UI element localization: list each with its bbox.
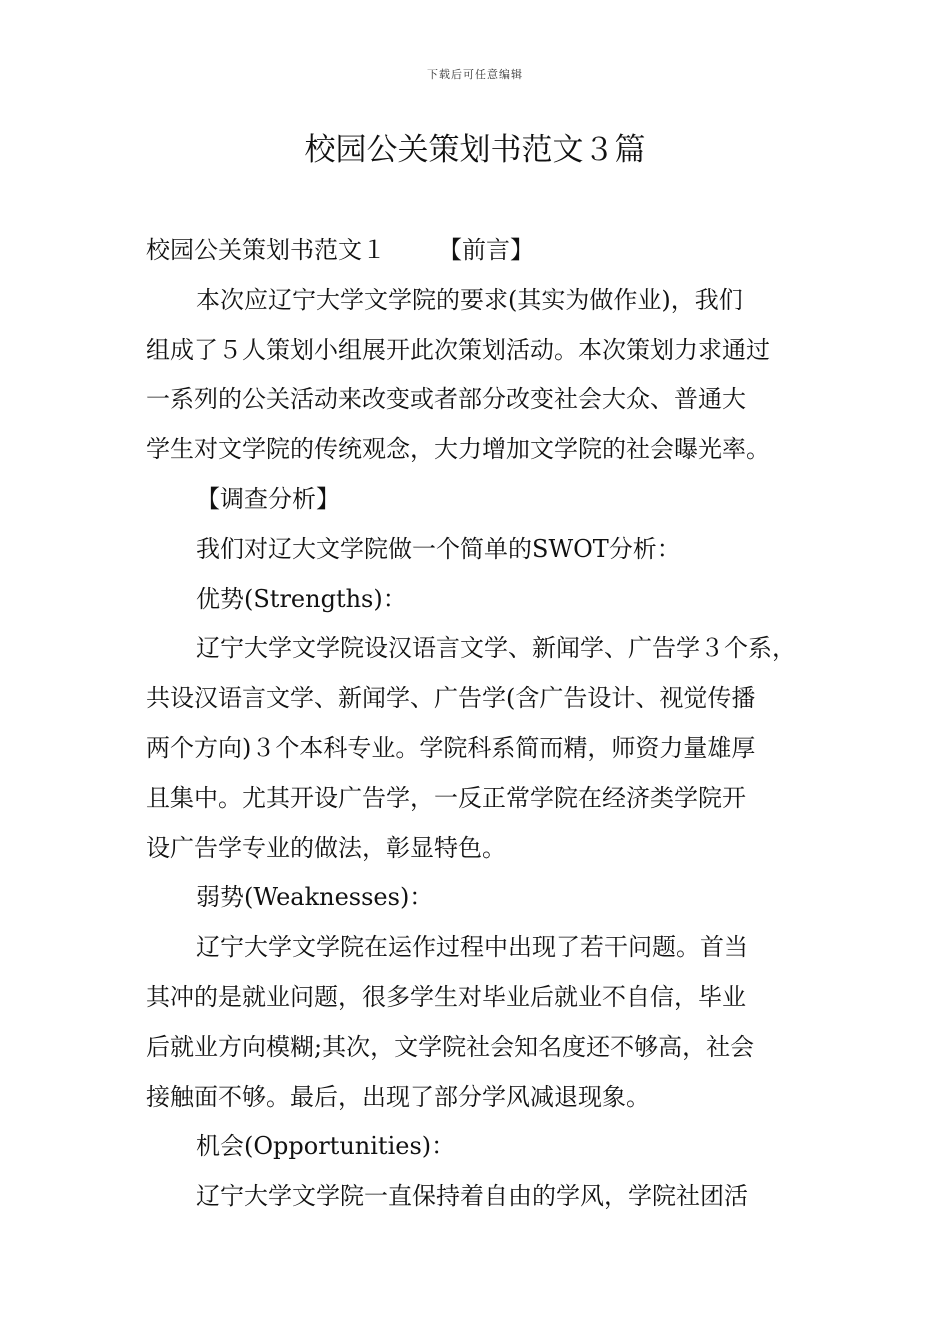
document-title: 校园公关策划书范文３篇 [304,132,646,168]
text-line: 弱势(Weaknesses)： [196,883,434,912]
text-line: 机会(Opportunities)： [196,1132,456,1161]
section-heading-line [146,226,816,276]
text-line: 辽宁大学文学院在运作过程中出现了若干问题。首当 [196,933,748,962]
text-line: 接触面不够。最后，出现了部分学风减退现象。 [146,1082,650,1111]
document-body [146,226,816,1222]
text-line: 学生对文学院的传统观念，大力增加文学院的社会曝光率。 [146,435,770,464]
section-label: 校园公关策划书范文１ [146,236,386,264]
text-line: 辽宁大学文学院设汉语言文学、新闻学、广告学３个系， [196,634,796,663]
text-line: 本次应辽宁大学文学院的要求(其实为做作业)，我们 [196,285,743,314]
text-line: 且集中。尤其开设广告学，一反正常学院在经济类学院开 [146,783,746,812]
text-line: 后就业方向模糊;其次，文学院社会知名度还不够高，社会 [146,1032,755,1061]
text-line: 辽宁大学文学院一直保持着自由的学风，学院社团活 [196,1182,748,1211]
preface-heading: 【前言】 [438,236,534,264]
text-line: 一系列的公关活动来改变或者部分改变社会大众、普通大 [146,385,746,414]
text-line: 组成了５人策划小组展开此次策划活动。本次策划力求通过 [146,335,770,364]
text-line: 设广告学专业的做法，彰显特色。 [146,833,506,862]
paragraph-lines [146,276,816,1222]
header-note: 下载后可任意编辑 [427,68,523,81]
text-line: 共设汉语言文学、新闻学、广告学(含广告设计、视觉传播 [146,684,756,713]
text-line: 优势(Strengths)： [196,584,407,613]
text-line: 【调查分析】 [196,484,340,513]
text-line: 两个方向)３个本科专业。学院科系简而精，师资力量雄厚 [146,733,756,762]
text-line: 我们对辽大文学院做一个简单的SWOT分析： [196,534,681,563]
text-line: 其冲的是就业问题，很多学生对毕业后就业不自信，毕业 [146,982,746,1011]
